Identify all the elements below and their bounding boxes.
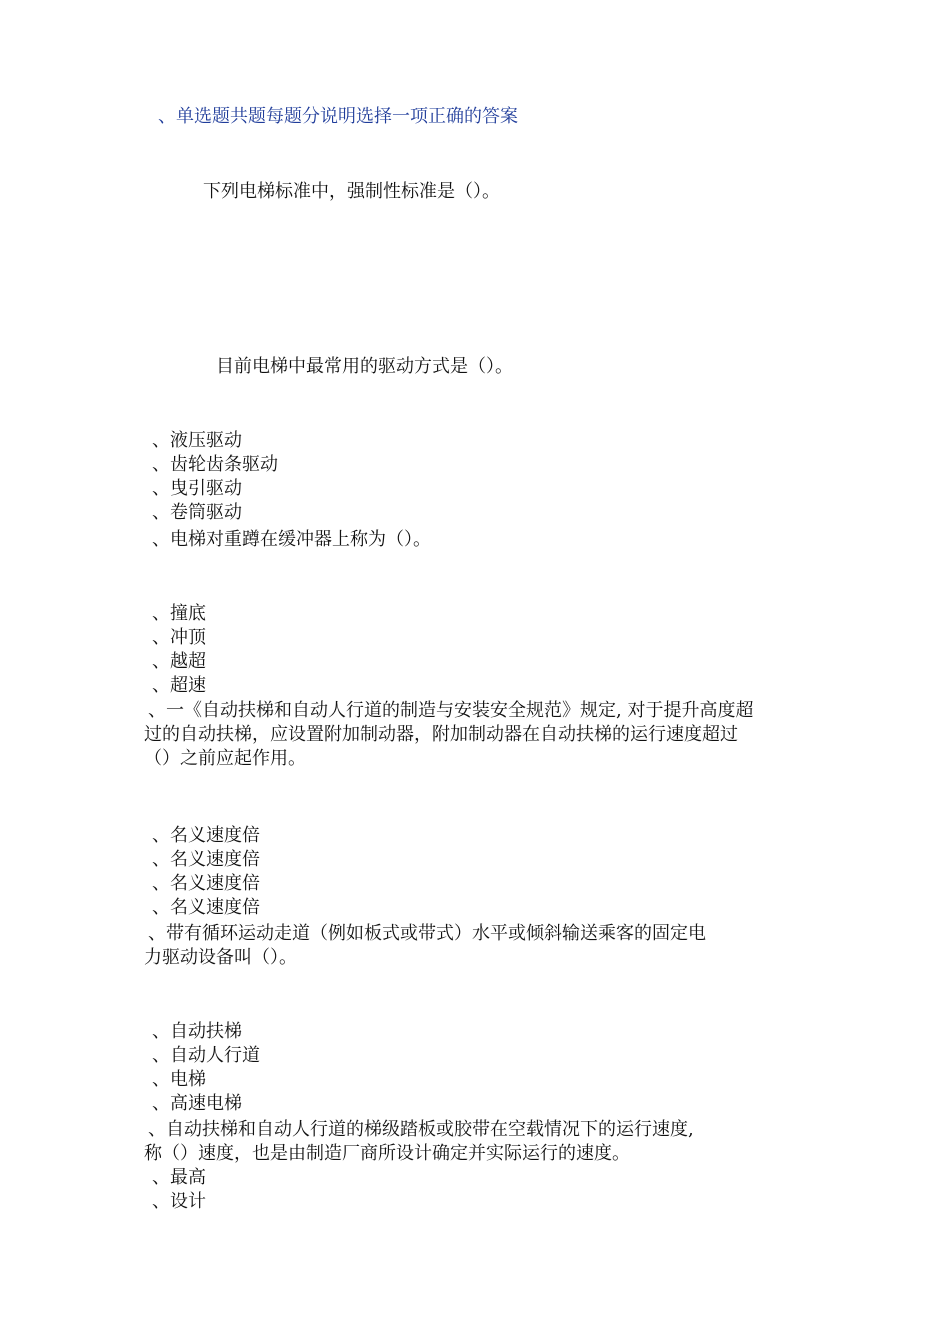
question-5-option-d: 、高速电梯 xyxy=(152,1093,242,1114)
question-4-stem-line-1: 、一《自动扶梯和自动人行道的制造与安装安全规范》规定, 对于提升高度超 xyxy=(148,700,754,721)
question-1-stem: 下列电梯标准中，强制性标准是（）。 xyxy=(203,181,500,202)
question-4-stem-line-2: 过的自动扶梯，应设置附加制动器，附加制动器在自动扶梯的运行速度超过 xyxy=(144,724,738,745)
question-5-option-c: 、电梯 xyxy=(152,1069,206,1090)
question-4-option-d: 、名义速度倍 xyxy=(152,897,260,918)
question-2-option-c: 、曳引驱动 xyxy=(152,478,242,499)
section-heading: 、单选题共题每题分说明选择一项正确的答案 xyxy=(158,106,518,127)
question-3-stem: 、电梯对重蹲在缓冲器上称为（）。 xyxy=(152,529,431,550)
question-4-option-c: 、名义速度倍 xyxy=(152,873,260,894)
question-5-stem-line-1: 、带有循环运动走道（例如板式或带式）水平或倾斜输送乘客的固定电 xyxy=(148,923,706,944)
question-6-stem-line-2: 称（）速度，也是由制造厂商所设计确定并实际运行的速度。 xyxy=(144,1143,630,1164)
question-3-option-b: 、冲顶 xyxy=(152,627,206,648)
question-4-option-a: 、名义速度倍 xyxy=(152,825,260,846)
question-5-stem-line-2: 力驱动设备叫（）。 xyxy=(144,947,297,968)
question-2-option-b: 、齿轮齿条驱动 xyxy=(152,454,278,475)
question-6-stem-line-1: 、自动扶梯和自动人行道的梯级踏板或胶带在空载情况下的运行速度, xyxy=(148,1119,694,1140)
question-6-option-b: 、设计 xyxy=(152,1191,206,1212)
question-5-option-b: 、自动人行道 xyxy=(152,1045,260,1066)
question-5-option-a: 、自动扶梯 xyxy=(152,1021,242,1042)
question-4-stem-line-3: （）之前应起作用。 xyxy=(144,748,306,769)
question-2-stem: 目前电梯中最常用的驱动方式是（）。 xyxy=(216,356,513,377)
question-6-option-a: 、最高 xyxy=(152,1167,206,1188)
question-2-option-a: 、液压驱动 xyxy=(152,430,242,451)
question-4-option-b: 、名义速度倍 xyxy=(152,849,260,870)
question-3-option-c: 、越超 xyxy=(152,651,206,672)
question-3-option-a: 、撞底 xyxy=(152,603,206,624)
question-3-option-d: 、超速 xyxy=(152,675,206,696)
question-2-option-d: 、卷筒驱动 xyxy=(152,502,242,523)
